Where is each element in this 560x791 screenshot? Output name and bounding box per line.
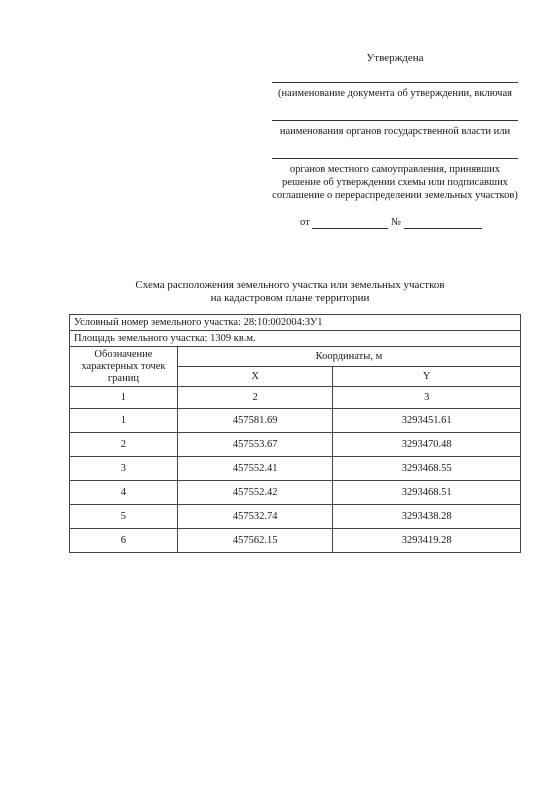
coord-x: 457552.42 — [177, 481, 333, 505]
number-prefix: № — [390, 217, 401, 228]
column-number: 3 — [333, 387, 521, 409]
coord-y: 3293468.55 — [333, 457, 521, 481]
coord-y: 3293451.61 — [333, 409, 521, 433]
approval-line-1: (наименование документа об утверждении, включая — [278, 88, 512, 99]
approval-rule-2 — [272, 120, 518, 121]
table-row — [70, 457, 521, 481]
date-blank — [312, 218, 388, 229]
header-coordinates: Координаты, м — [177, 347, 520, 367]
scheme-title — [70, 279, 510, 305]
table-row — [70, 433, 521, 457]
coordinates-table — [69, 314, 521, 553]
approval-rule-3 — [272, 158, 518, 159]
table-row — [70, 505, 521, 529]
approval-rule-1 — [272, 82, 518, 83]
approval-date-row — [270, 216, 520, 229]
table-row — [70, 481, 521, 505]
plot-number: Условный номер земельного участка: 28:10:002004:ЗУ1 — [70, 315, 521, 331]
header-points: Обозначение характерных точек границ — [70, 347, 178, 387]
coord-y: 3293419.28 — [333, 529, 521, 553]
point-id: 6 — [70, 529, 178, 553]
point-id: 2 — [70, 433, 178, 457]
table-row — [70, 529, 521, 553]
number-blank — [404, 218, 482, 229]
coord-y: 3293468.51 — [333, 481, 521, 505]
coord-y: 3293438.28 — [333, 505, 521, 529]
approval-title: Утверждена — [366, 52, 424, 64]
coord-x: 457532.74 — [177, 505, 333, 529]
approval-line-3: органов местного самоуправления, принявших решение об утверждении схемы или подписавших соглашение о перераспределении земельных участков) — [272, 164, 518, 201]
approval-line-2: наименования органов государственной власти или — [279, 126, 511, 137]
point-id: 5 — [70, 505, 178, 529]
coord-x: 457552.41 — [177, 457, 333, 481]
plot-area: Площадь земельного участка: 1309 кв.м. — [70, 331, 521, 347]
column-number: 2 — [177, 387, 333, 409]
scheme-title-line-2: на кадастровом плане территории — [210, 292, 370, 304]
point-id: 3 — [70, 457, 178, 481]
point-id: 4 — [70, 481, 178, 505]
header-x: X — [177, 367, 333, 387]
coord-x: 457581.69 — [177, 409, 333, 433]
date-prefix: от — [300, 217, 310, 228]
scheme-title-line-1: Схема расположения земельного участка или земельных участков — [135, 279, 445, 291]
approval-block — [270, 52, 520, 229]
header-y: Y — [333, 367, 521, 387]
point-id: 1 — [70, 409, 178, 433]
coord-x: 457562.15 — [177, 529, 333, 553]
coord-y: 3293470.48 — [333, 433, 521, 457]
coord-x: 457553.67 — [177, 433, 333, 457]
column-number: 1 — [70, 387, 178, 409]
table-row — [70, 409, 521, 433]
